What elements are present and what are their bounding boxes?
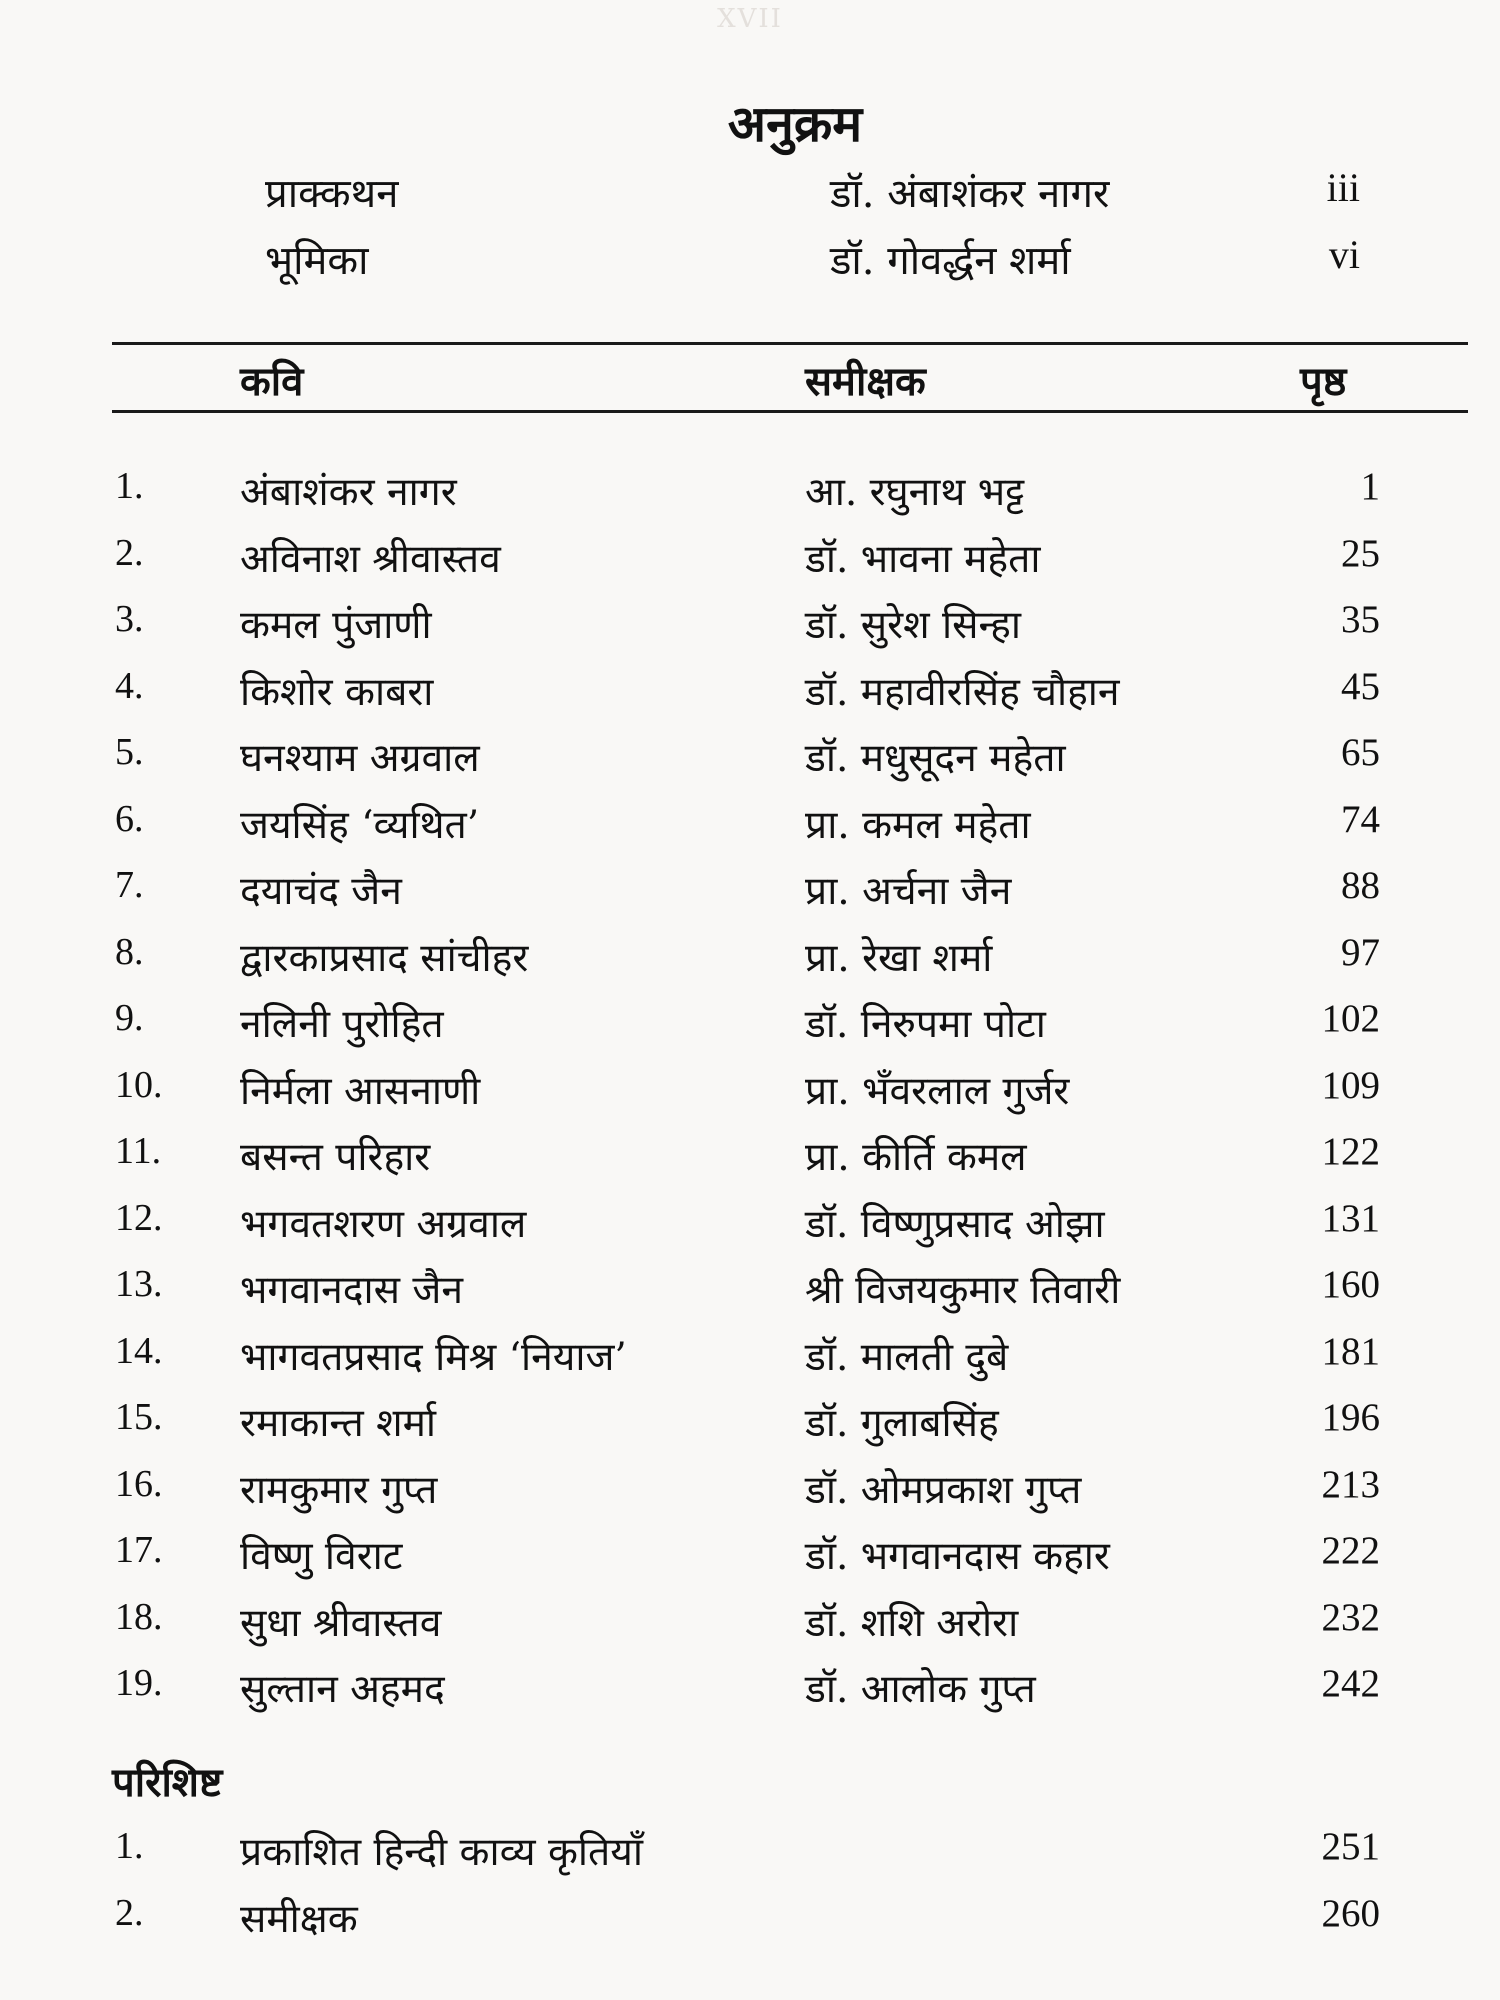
appendix-label: प्रकाशित हिन्दी काव्य कृतियाँ <box>240 1830 643 1875</box>
entry-poet: भगवतशरण अग्रवाल <box>240 1201 527 1247</box>
front-matter-author: डॉ. गोवर्द्धन शर्मा <box>830 238 1071 284</box>
entry-number: 16. <box>115 1462 163 1505</box>
entry-page: 181 <box>1321 1329 1380 1373</box>
table-row <box>0 730 1500 790</box>
appendix-number: 2. <box>115 1892 144 1934</box>
entry-reviewer: डॉ. भगवानदास कहार <box>805 1534 1110 1579</box>
table-row <box>0 1063 1500 1123</box>
entry-number: 19. <box>115 1662 163 1704</box>
entry-page: 35 <box>1341 598 1380 641</box>
entry-page: 232 <box>1321 1595 1380 1639</box>
entry-number: 3. <box>115 598 144 640</box>
header-page: पृष्ठ <box>1300 358 1347 405</box>
appendix-number: 1. <box>115 1825 144 1867</box>
entry-reviewer: डॉ. गुलाबसिंह <box>805 1401 999 1446</box>
table-row <box>0 1661 1500 1721</box>
entry-reviewer: डॉ. मधुसूदन महेता <box>805 736 1066 781</box>
appendix-page: 251 <box>1321 1825 1380 1868</box>
entry-poet: सुल्तान अहमद <box>240 1667 445 1712</box>
entry-reviewer: डॉ. ओमप्रकाश गुप्त <box>805 1467 1082 1513</box>
table-row <box>0 531 1500 591</box>
front-matter-row <box>0 164 1500 224</box>
entry-reviewer: प्रा. भँवरलाल गुर्जर <box>805 1068 1070 1114</box>
entry-number: 6. <box>115 797 144 840</box>
entry-number: 12. <box>115 1196 163 1239</box>
entry-number: 13. <box>115 1263 163 1305</box>
entry-page: 122 <box>1321 1130 1380 1173</box>
entry-number: 15. <box>115 1396 163 1438</box>
entry-page: 45 <box>1341 664 1380 708</box>
entry-page: 88 <box>1341 864 1380 907</box>
table-row <box>0 1196 1500 1256</box>
entry-page: 131 <box>1321 1196 1380 1240</box>
entry-page: 109 <box>1321 1063 1380 1107</box>
table-row <box>0 1395 1500 1455</box>
entry-number: 5. <box>115 731 144 773</box>
entry-poet: दयाचंद जैन <box>240 869 402 914</box>
entry-page: 222 <box>1321 1529 1380 1572</box>
entry-poet: अविनाश श्रीवास्तव <box>240 536 501 582</box>
entry-poet: निर्मला आसनाणी <box>240 1068 481 1114</box>
appendix-page: 260 <box>1321 1892 1380 1935</box>
header-bottom-rule <box>112 410 1468 413</box>
entry-number: 1. <box>115 465 144 507</box>
entry-number: 8. <box>115 930 144 973</box>
entry-number: 18. <box>115 1595 163 1638</box>
entry-page: 242 <box>1321 1662 1380 1705</box>
entry-poet: भागवतप्रसाद मिश्र ‘नियाज’ <box>240 1334 627 1380</box>
entry-number: 10. <box>115 1063 163 1106</box>
entry-poet: विष्णु विराट <box>240 1534 403 1579</box>
entry-reviewer: प्रा. कमल महेता <box>805 802 1031 848</box>
entry-number: 14. <box>115 1329 163 1372</box>
front-matter-page: vi <box>1328 232 1360 277</box>
entry-reviewer: डॉ. विष्णुप्रसाद ओझा <box>805 1201 1105 1247</box>
table-header <box>0 352 1500 412</box>
entry-poet: नलिनी पुरोहित <box>240 1002 444 1047</box>
entry-reviewer: डॉ. भावना महेता <box>805 536 1041 582</box>
entry-number: 2. <box>115 531 144 574</box>
appendix-heading: परिशिष्ट <box>112 1759 223 1806</box>
front-matter-page: iii <box>1326 165 1360 210</box>
entry-poet: किशोर काबरा <box>240 669 434 715</box>
table-row <box>0 1595 1500 1655</box>
front-matter-label: भूमिका <box>265 238 369 284</box>
entry-page: 102 <box>1321 997 1380 1040</box>
entry-poet: अंबाशंकर नागर <box>240 470 457 515</box>
table-row <box>0 797 1500 857</box>
entry-number: 4. <box>115 664 144 707</box>
table-row <box>0 664 1500 724</box>
entry-page: 196 <box>1321 1396 1380 1439</box>
entry-reviewer: प्रा. अर्चना जैन <box>805 869 1012 914</box>
entry-page: 74 <box>1341 797 1380 841</box>
entry-number: 17. <box>115 1529 163 1571</box>
entry-poet: जयसिंह ‘व्यथित’ <box>240 802 480 848</box>
entry-page: 1 <box>1360 465 1380 508</box>
entry-page: 160 <box>1321 1263 1380 1306</box>
entry-number: 11. <box>115 1130 162 1172</box>
entry-reviewer: प्रा. कीर्ति कमल <box>805 1135 1027 1180</box>
entry-poet: भगवानदास जैन <box>240 1268 463 1313</box>
entry-page: 97 <box>1341 930 1380 974</box>
entry-poet: घनश्याम अग्रवाल <box>240 736 480 781</box>
entry-poet: कमल पुंजाणी <box>240 603 432 648</box>
header-reviewer: समीक्षक <box>805 358 926 405</box>
table-row <box>0 930 1500 990</box>
entry-number: 7. <box>115 864 144 906</box>
entry-poet: रमाकान्त शर्मा <box>240 1401 437 1446</box>
entry-reviewer: आ. रघुनाथ भट्ट <box>805 470 1025 515</box>
entry-reviewer: प्रा. रेखा शर्मा <box>805 935 993 981</box>
entry-poet: द्वारकाप्रसाद सांचीहर <box>240 935 529 981</box>
header-poet: कवि <box>240 358 304 405</box>
table-row <box>0 597 1500 657</box>
table-row <box>0 464 1500 524</box>
entry-reviewer: डॉ. सुरेश सिन्हा <box>805 603 1021 648</box>
front-matter-row <box>0 231 1500 291</box>
entry-reviewer: डॉ. निरुपमा पोटा <box>805 1002 1046 1047</box>
table-row <box>0 1129 1500 1189</box>
entry-poet: रामकुमार गुप्त <box>240 1467 438 1513</box>
table-row <box>0 996 1500 1056</box>
table-row <box>0 1462 1500 1522</box>
entry-poet: सुधा श्रीवास्तव <box>240 1600 442 1646</box>
entry-poet: बसन्त परिहार <box>240 1135 431 1180</box>
entry-reviewer: डॉ. मालती दुबे <box>805 1334 1009 1380</box>
entry-page: 25 <box>1341 531 1380 575</box>
table-row <box>0 863 1500 923</box>
appendix-label: समीक्षक <box>240 1897 358 1942</box>
entry-page: 213 <box>1321 1462 1380 1506</box>
table-row <box>0 1262 1500 1322</box>
front-matter-author: डॉ. अंबाशंकर नागर <box>830 171 1110 217</box>
header-top-rule <box>112 342 1468 345</box>
entry-reviewer: डॉ. शशि अरोरा <box>805 1600 1019 1646</box>
entry-reviewer: श्री विजयकुमार तिवारी <box>805 1268 1121 1313</box>
entry-number: 9. <box>115 997 144 1039</box>
table-row <box>0 1528 1500 1588</box>
table-row <box>0 1329 1500 1389</box>
bleed-through-page-number: XVII <box>717 4 783 34</box>
page-title: अनुक्रम <box>727 94 863 153</box>
appendix-row <box>0 1824 1500 1884</box>
front-matter-label: प्राक्कथन <box>265 171 399 217</box>
entry-reviewer: डॉ. महावीरसिंह चौहान <box>805 669 1120 715</box>
appendix-row <box>0 1891 1500 1951</box>
entry-reviewer: डॉ. आलोक गुप्त <box>805 1667 1036 1712</box>
entry-page: 65 <box>1341 731 1380 774</box>
